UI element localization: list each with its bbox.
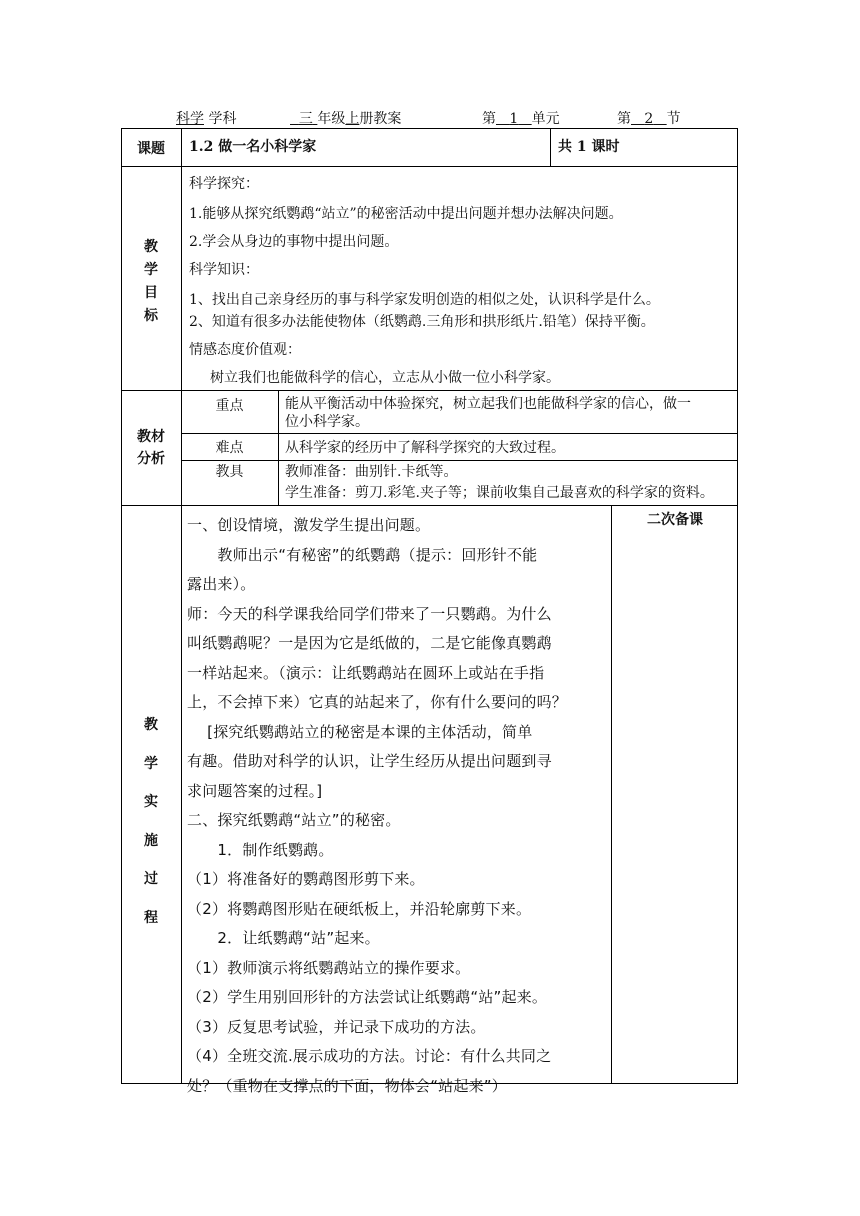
process-line: 求问题答案的过程。]: [187, 781, 323, 800]
analysis-focus-line2: 位小科学家。: [285, 414, 369, 430]
analysis-key-focus: 重点: [215, 398, 244, 414]
lesson-plan-table: [121, 128, 738, 1095]
objective-line: 2.学会从身边的事物中提出问题。: [189, 234, 399, 250]
process-line: 一样站起来。（演示：让纸鹦鹉站在圆环上或站在手指: [187, 663, 545, 682]
process-line: 有趣。借助对科学的认识，让学生经历从提出问题到寻: [187, 752, 552, 770]
process-content: [187, 511, 607, 1101]
process-line: （4）全班交流.展示成功的方法。讨论：有什么共同之: [187, 1047, 552, 1065]
process-line: [探究纸鹦鹉站立的秘密是本课的主体活动，简单: [187, 722, 533, 741]
process-line: 1．制作纸鹦鹉。: [187, 840, 334, 859]
process-line: 师：今天的科学课我给同学们带来了一只鹦鹉。为什么: [187, 604, 552, 623]
grade-term: 三 年级上册教案: [298, 111, 402, 127]
document-header: [0, 108, 860, 130]
lesson-topic: 1.2 做一名小科学家: [189, 139, 317, 155]
topic-label: 课题: [137, 141, 165, 157]
process-line: 叫纸鹦鹉呢？一是因为它是纸做的，二是它能像真鹦鹉: [187, 634, 552, 652]
process-line: 教师出示“有秘密”的纸鹦鹉（提示：回形针不能: [187, 545, 538, 564]
objective-line: 科学知识：: [189, 262, 259, 278]
process-label: 教 学 实 施 过 程: [144, 717, 158, 926]
analysis-key-tools: 教具: [215, 464, 244, 480]
objective-line: 树立我们也能做科学的信心，立志从小做一位小科学家。: [210, 370, 560, 386]
process-line: （2）将鹦鹉图形贴在硬纸板上，并沿轮廓剪下来。: [187, 899, 532, 918]
objective-line: 2、知道有很多办法能使物体（纸鹦鹉.三角形和拱形纸片.铅笔）保持平衡。: [189, 314, 655, 330]
analysis-focus-line1: 能从平衡活动中体验探究，树立起我们也能做科学家的信心，做一: [285, 396, 691, 412]
analysis-tools-line1: 教师准备：曲别针.卡纸等。: [285, 464, 458, 480]
analysis-key-difficulty: 难点: [215, 440, 244, 456]
unit-number: 第 1 单元: [482, 111, 560, 127]
objective-line: 1、找出自己亲身经历的事与科学家发明创造的相似之处，认识科学是什么。: [189, 292, 660, 308]
process-line: 2．让纸鹦鹉“站”起来。: [187, 929, 380, 947]
subject: 科学 学科: [176, 111, 237, 127]
lesson-hours: 共 1 课时: [558, 139, 620, 155]
process-line: （3）反复思考试验，并记录下成功的方法。: [187, 1017, 486, 1036]
process-line: 二、探究纸鹦鹉“站立”的秘密。: [187, 811, 401, 829]
objectives-label: 教 学 目 标: [144, 239, 158, 324]
process-line: （1）教师演示将纸鹦鹉站立的操作要求。: [187, 958, 471, 977]
process-line: 一、创设情境，激发学生提出问题。: [187, 516, 431, 534]
analysis-difficulty-line1: 从科学家的经历中了解科学探究的大致过程。: [285, 440, 565, 456]
process-line: （2）学生用别回形针的方法尝试让纸鹦鹉“站”起来。: [187, 988, 548, 1006]
process-line: 上，不会掉下来）它真的站起来了，你有什么要问的吗？: [187, 693, 568, 711]
process-line: 处？（重物在支撑点的下面，物体会“站起来”）: [187, 1076, 507, 1095]
objective-line: 情感态度价值观：: [189, 342, 301, 358]
section-number: 第 2 节: [617, 111, 681, 127]
second-prep-label: 二次备课: [647, 512, 703, 528]
analysis-tools-line2: 学生准备：剪刀.彩笔.夹子等；课前收集自己最喜欢的科学家的资料。: [285, 485, 714, 501]
objective-line: 科学探究：: [189, 176, 259, 192]
analysis-label: 教材 分析: [137, 429, 165, 467]
process-line: 露出来）。: [187, 575, 256, 593]
objective-line: 1.能够从探究纸鹦鹉“站立”的秘密活动中提出问题并想办法解决问题。: [189, 206, 623, 222]
process-line: （1）将准备好的鹦鹉图形剪下来。: [187, 870, 425, 888]
